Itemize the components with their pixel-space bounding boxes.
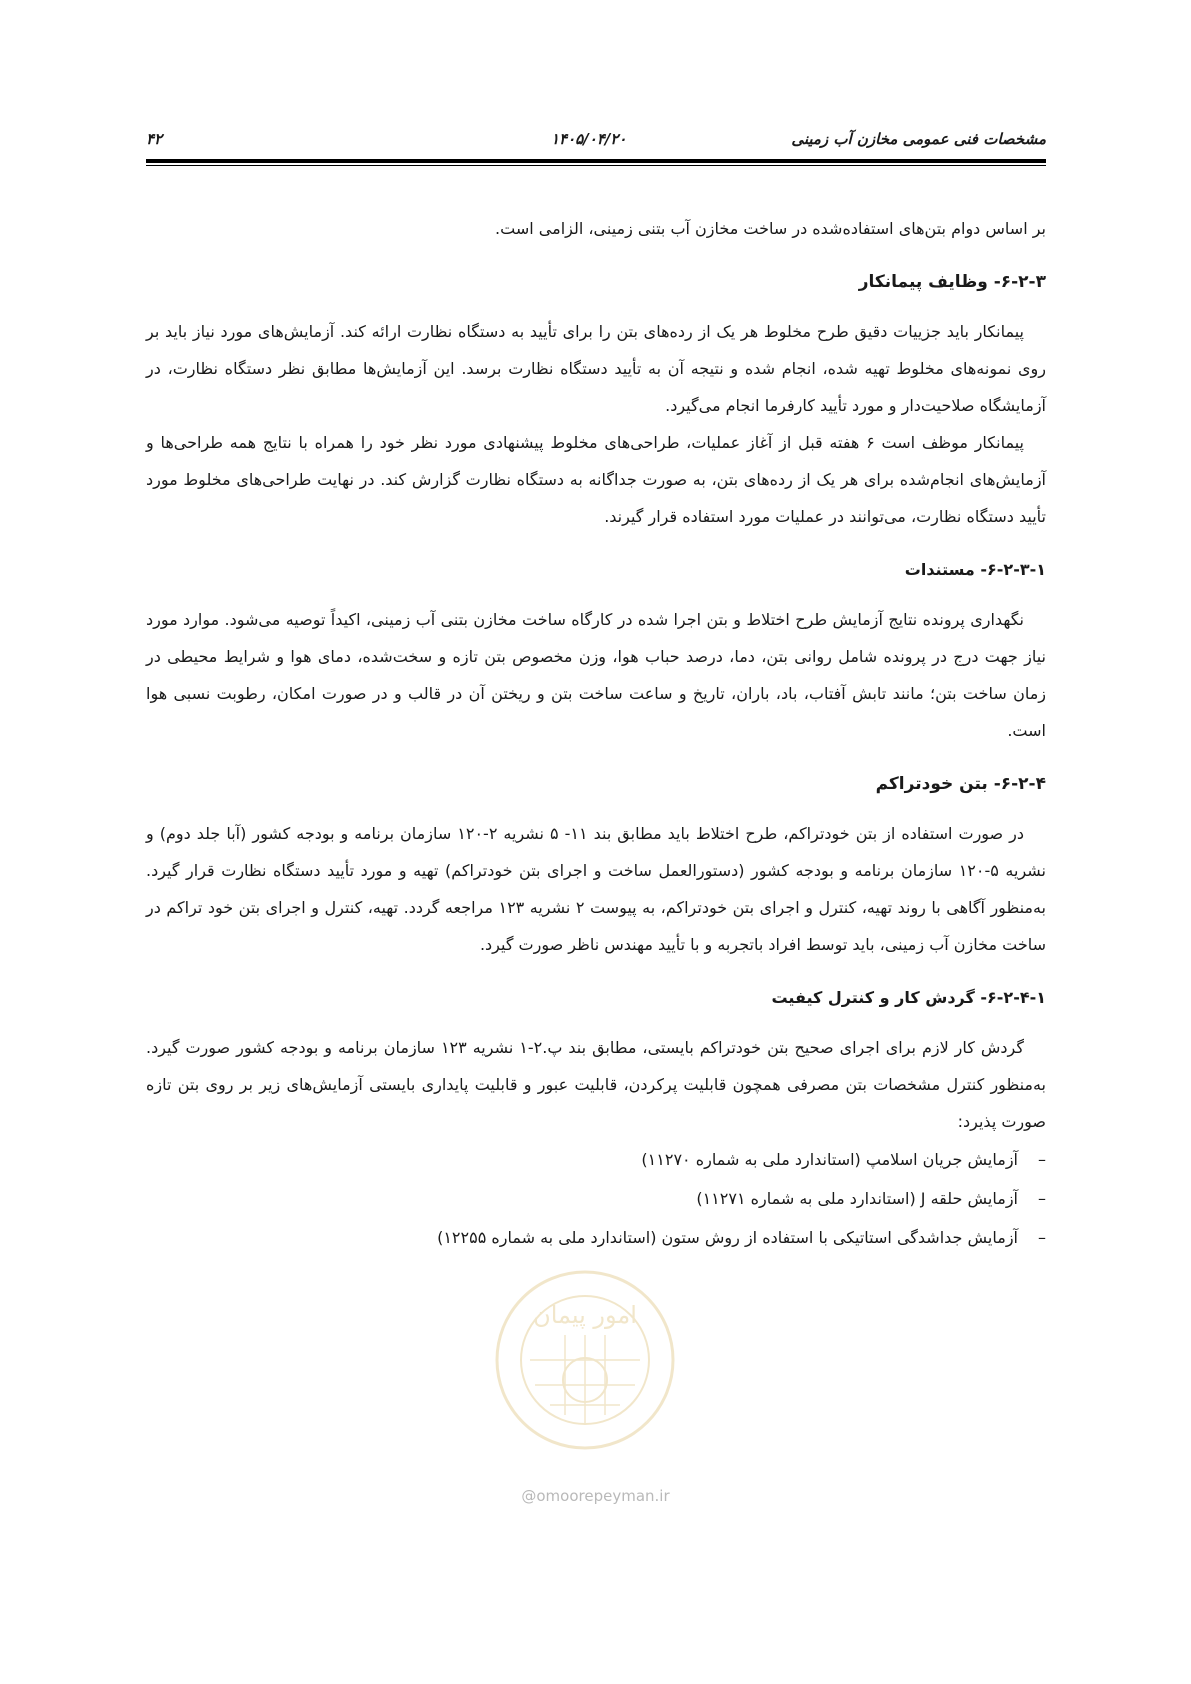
watermark-logo-text: امور پیمان	[533, 1301, 637, 1329]
dash-bullet: –	[1038, 1150, 1046, 1169]
list-item	[146, 1218, 1046, 1257]
section-heading-contractor-duties: ۶-۲-۳- وظایف پیمانکار	[858, 272, 1046, 292]
header-title: مشخصات فنی عمومی مخازن آب زمینی	[791, 130, 1046, 148]
list-item	[146, 1179, 1046, 1218]
paragraph: پیمانکار موظف است ۶ هفته قبل از آغاز عملیات، طراحی‌های مخلوط پیشنهادی مورد نظر خود را همراه با نتایج همه طراحی‌ها و آزمایش‌های انجام‌شده برای هر یک از رده‌های بتن، به صورت جداگانه به دستگاه نظارت گزارش کند. در نهایت طراحی‌های مخلوط مورد تأیید دستگاه نظارت، می‌توانند در عملیات مورد استفاده قرار گیرند.	[146, 433, 1046, 526]
dash-bullet: –	[1038, 1228, 1046, 1247]
list-item-text: آزمایش جریان اسلامپ (استاندارد ملی به شماره ۱۱۲۷۰)	[641, 1150, 1018, 1169]
header-date: ۱۴۰۵/۰۴/۲۰	[551, 130, 627, 148]
page-header	[146, 130, 1046, 156]
list-item-text: آزمایش حلقه J (استاندارد ملی به شماره ۱۱۲۷۱)	[696, 1189, 1018, 1208]
list-item-text: آزمایش جداشدگی استاتیکی با استفاده از روش ستون (استاندارد ملی به شماره ۱۲۲۵۵)	[437, 1228, 1018, 1247]
section-heading-self-compacting-concrete: ۶-۲-۴- بتن خودتراکم	[875, 774, 1046, 794]
watermark-logo	[490, 1265, 680, 1455]
header-rule-thick	[146, 159, 1046, 163]
paragraph: گردش کار لازم برای اجرای صحیح بتن خودتراکم بایستی، مطابق بند پ.۲-۱ نشریه ۱۲۳ سازمان برنامه و بودجه کشور صورت گیرد. به‌منظور کنترل مشخصات بتن مصرفی همچون قابلیت پرکردن، قابلیت عبور و قابلیت پایداری بایستی آزمایش‌های زیر بر روی بتن تازه صورت پذیرد:	[146, 1038, 1046, 1131]
test-list	[146, 1140, 1046, 1257]
section-heading-workflow-quality-control: ۶-۲-۴-۱- گردش کار و کنترل کیفیت	[771, 988, 1046, 1007]
dash-bullet: –	[1038, 1189, 1046, 1208]
header-rule-thin	[146, 165, 1046, 166]
list-item	[146, 1140, 1046, 1179]
paragraph: در صورت استفاده از بتن خودتراکم، طرح اختلاط باید مطابق بند ۱۱- ۵ نشریه ۲-۱۲۰ سازمان برنامه و بودجه کشور (آبا جلد دوم) و نشریه ۵-۱۲۰ سازمان برنامه و بودجه کشور (دستورالعمل ساخت و اجرای بتن خودتراکم) تهیه و مورد تأیید دستگاه نظارت قرار گیرد. به‌منظور آگاهی با روند تهیه، کنترل و اجرای بتن خودتراکم، به پیوست ۲ نشریه ۱۲۳ مراجعه گردد. تهیه، کنترل و اجرای بتن خود تراکم در ساخت مخازن آب زمینی، باید توسط افراد باتجربه و با تأیید مهندس ناظر صورت گیرد.	[146, 824, 1047, 954]
section-heading-documents: ۶-۲-۳-۱- مستندات	[904, 560, 1046, 579]
intro-paragraph: بر اساس دوام بتن‌های استفاده‌شده در ساخت مخازن آب بتنی زمینی، الزامی است.	[495, 219, 1046, 238]
paragraph: نگهداری پرونده نتایج آزمایش طرح اختلاط و بتن اجرا شده در کارگاه ساخت مخازن بتنی آب زمینی، اکیداً توصیه می‌شود. موارد مورد نیاز جهت درج در پرونده شامل روانی بتن، دما، درصد حباب هوا، وزن مخصوص بتن تازه و سخت‌شده، دمای هوا و شرایط محیطی در زمان ساخت بتن؛ مانند تابش آفتاب، باد، باران، تاریخ و ساعت ساخت بتن و ریختن آن در قالب و در صورت امکان، رطوبت نسبی هوا است.	[146, 610, 1046, 740]
page-content	[146, 210, 1046, 1257]
paragraph: پیمانکار باید جزییات دقیق طرح مخلوط هر یک از رده‌های بتن را برای تأیید به دستگاه نظارت ارائه کند. آزمایش‌های مورد نیاز باید بر روی نمونه‌های مخلوط تهیه شده، انجام شده و نتیجه آن به تأیید دستگاه نظارت برسد. این آزمایش‌ها مطابق نظر دستگاه نظارت، در آزمایشگاه صلاحیت‌دار و مورد تأیید کارفرما انجام می‌گیرد.	[146, 322, 1046, 415]
watermark-url: @omoorepeyman.ir	[521, 1487, 670, 1505]
page-number: ۴۲	[146, 130, 163, 148]
